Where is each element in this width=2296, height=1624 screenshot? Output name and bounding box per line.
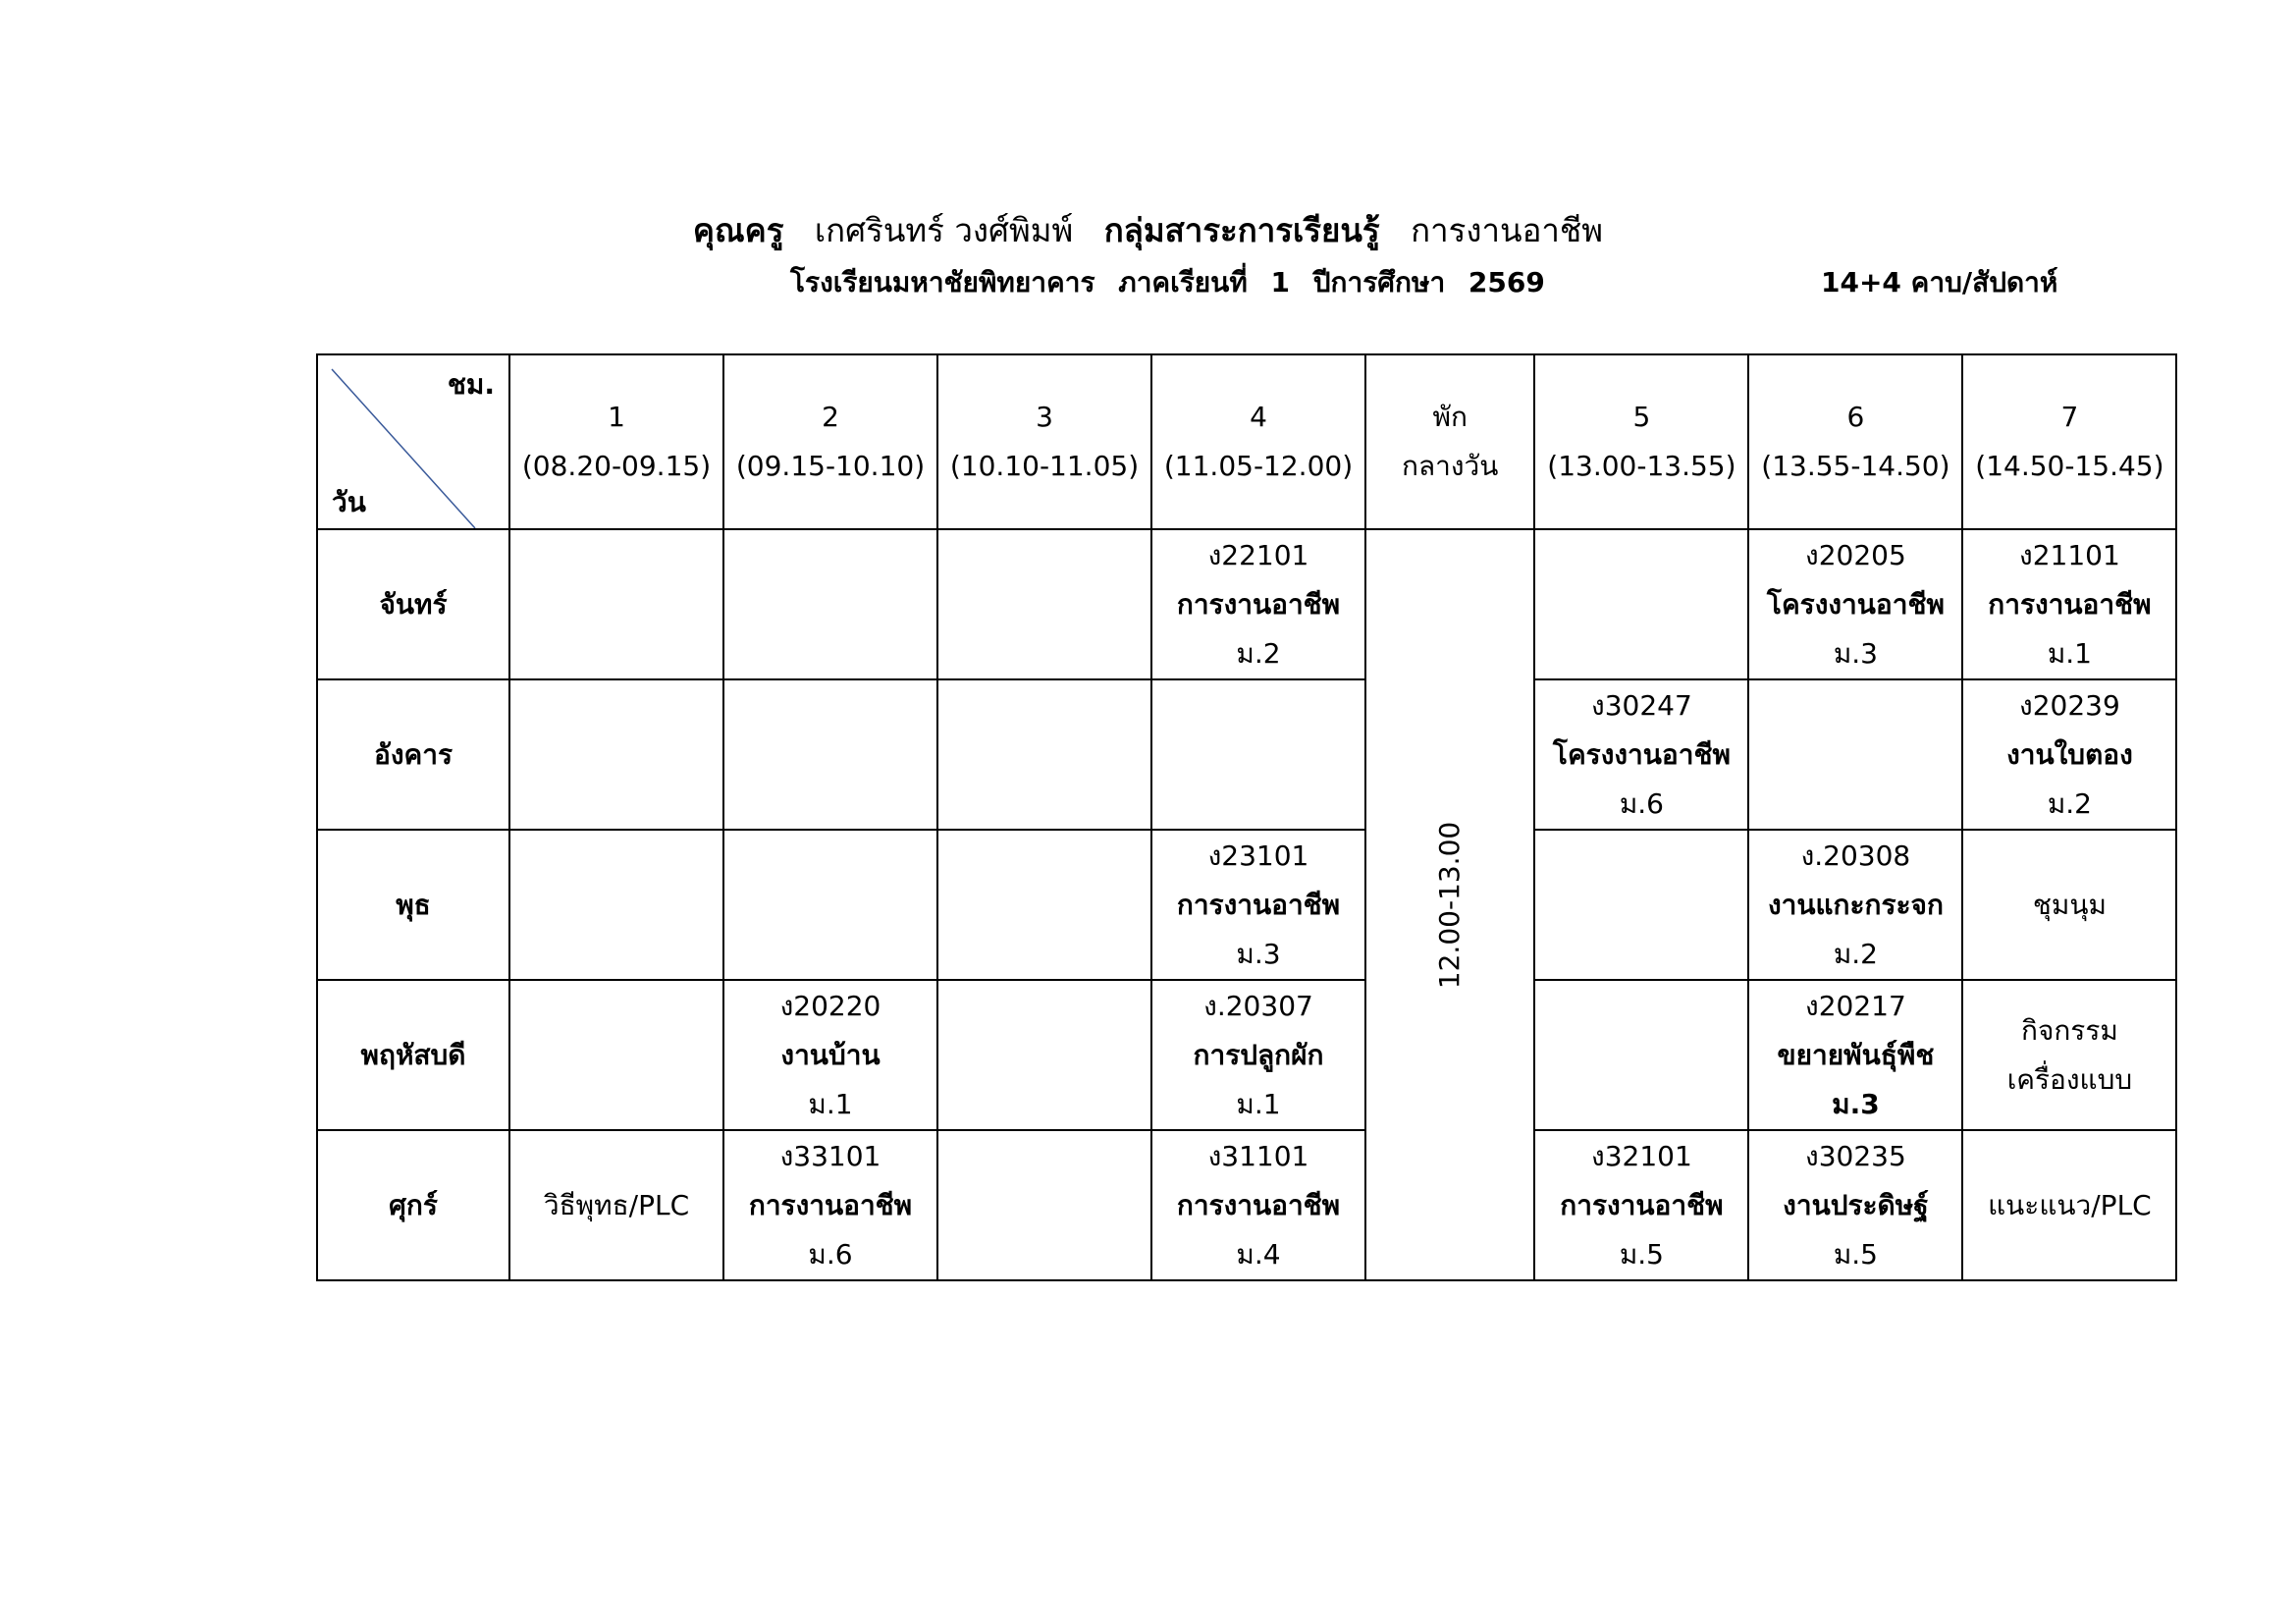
subject-code: ง32101 — [1591, 1139, 1692, 1172]
day-row — [317, 1130, 2176, 1280]
schedule-cell — [1962, 830, 2176, 980]
subject-name: การงานอาชีพ — [748, 1188, 913, 1221]
period-time: (09.15-10.10) — [735, 450, 926, 482]
period-header-1 — [509, 354, 723, 529]
period-number: 7 — [2060, 401, 2079, 433]
schedule-cell — [1534, 679, 1748, 830]
schedule-cell — [1962, 980, 2176, 1130]
schedule-cell — [723, 980, 937, 1130]
schedule-cell — [1748, 529, 1962, 679]
teacher-prefix: คุณครู — [692, 211, 784, 249]
subject-name: การงานอาชีพ — [1176, 587, 1341, 621]
period-time: (14.50-15.45) — [1975, 450, 2164, 482]
period-header-8 — [1962, 354, 2176, 529]
subject-name: การงานอาชีพ — [1176, 888, 1341, 921]
timetable-header-row — [317, 354, 2176, 529]
day-row — [317, 529, 2176, 679]
subject-name: โครงงานอาชีพ — [1766, 587, 1945, 621]
day-label: พฤหัสบดี — [317, 980, 509, 1130]
activity-text: วิธีพุทธ/PLC — [543, 1188, 690, 1221]
subject-code: ง20205 — [1805, 538, 1906, 571]
period-header-3 — [937, 354, 1151, 529]
period-header-4 — [1151, 354, 1365, 529]
class-level: ม.3 — [1236, 937, 1281, 970]
period-time: (13.55-14.50) — [1761, 450, 1950, 482]
subject-code: ง20239 — [2019, 688, 2120, 722]
year-label: ปีการศึกษา — [1312, 266, 1446, 298]
activity-text: แนะแนว/PLC — [1988, 1188, 2152, 1221]
class-level: ม.3 — [1833, 636, 1878, 670]
schedule-cell — [1534, 529, 1748, 679]
period-header-6 — [1534, 354, 1748, 529]
corner-cell — [317, 354, 509, 529]
schedule-cell — [723, 1130, 937, 1280]
class-level: ม.1 — [808, 1087, 853, 1120]
day-row — [317, 679, 2176, 830]
subject-name: งานบ้าน — [780, 1038, 881, 1071]
year-value: 2569 — [1468, 266, 1545, 298]
period-number: 2 — [822, 401, 839, 433]
subject-name: การงานอาชีพ — [1560, 1188, 1724, 1221]
activity-text-line2: เครื่องแบบ — [2006, 1062, 2133, 1096]
school-term-line — [790, 261, 1559, 304]
schedule-cell — [1151, 679, 1365, 830]
schedule-cell — [937, 529, 1151, 679]
subject-code: ง30235 — [1805, 1139, 1906, 1172]
activity-text: ชุมนุม — [2032, 888, 2107, 921]
period-time: (13.00-13.55) — [1547, 450, 1736, 482]
period-time: (11.05-12.00) — [1163, 450, 1354, 482]
term-label: ภาคเรียนที่ — [1118, 266, 1248, 298]
schedule-cell — [509, 980, 723, 1130]
day-label: อังคาร — [317, 679, 509, 830]
subject-name: งานประดิษฐ์ — [1783, 1188, 1929, 1221]
period-number: 5 — [1632, 401, 1651, 433]
class-level: ม.2 — [1236, 636, 1281, 670]
subject-code: ง.20308 — [1800, 839, 1911, 872]
schedule-cell — [1748, 679, 1962, 830]
class-level: ม.2 — [2047, 786, 2092, 820]
schedule-cell — [1151, 1130, 1365, 1280]
schedule-cell — [1534, 830, 1748, 980]
schedule-cell — [937, 830, 1151, 980]
class-level: ม.4 — [1236, 1237, 1281, 1271]
day-row — [317, 980, 2176, 1130]
schedule-cell — [937, 1130, 1151, 1280]
page-title — [0, 204, 2296, 256]
group-label: กลุ่มสาระการเรียนรู้ — [1103, 211, 1380, 249]
subject-code: ง22101 — [1207, 538, 1309, 571]
schedule-cell — [1748, 1130, 1962, 1280]
period-number: 3 — [1036, 401, 1053, 433]
schedule-cell — [937, 679, 1151, 830]
period-number: พัก — [1432, 401, 1468, 433]
subject-code: ง21101 — [2019, 538, 2120, 571]
timetable — [316, 353, 2177, 1281]
schedule-cell — [1962, 529, 2176, 679]
subject-name: การงานอาชีพ — [1988, 587, 2152, 621]
subject-code: ง31101 — [1207, 1139, 1309, 1172]
weekly-load: 14+4 คาบ/สัปดาห์ — [1821, 266, 2058, 298]
schedule-cell — [1534, 980, 1748, 1130]
class-level: ม.5 — [1619, 1237, 1664, 1271]
subject-code: ง33101 — [779, 1139, 881, 1172]
schedule-cell — [1748, 830, 1962, 980]
schedule-cell — [1151, 980, 1365, 1130]
subject-name: ขยายพันธุ์พืช — [1777, 1038, 1935, 1071]
subject-name: การงานอาชีพ — [1176, 1188, 1341, 1221]
period-number: 6 — [1846, 401, 1865, 433]
corner-hours-label: ชม. — [447, 368, 495, 401]
activity-text: กิจกรรม — [2020, 1013, 2118, 1047]
period-header-5 — [1365, 354, 1534, 529]
class-level: ม.3 — [1832, 1087, 1880, 1120]
day-row — [317, 830, 2176, 980]
schedule-cell — [1151, 529, 1365, 679]
period-header-7 — [1748, 354, 1962, 529]
subject-code: ง20220 — [779, 989, 881, 1022]
schedule-cell — [723, 830, 937, 980]
schedule-cell — [1748, 980, 1962, 1130]
subject-name: งานใบตอง — [2006, 737, 2133, 771]
schedule-cell — [1962, 1130, 2176, 1280]
period-time: (10.10-11.05) — [949, 450, 1140, 482]
class-level: ม.6 — [1619, 786, 1664, 820]
class-level: ม.1 — [2047, 636, 2092, 670]
subject-code: ง23101 — [1207, 839, 1309, 872]
school-name: โรงเรียนมหาชัยพิทยาคาร — [790, 266, 1095, 298]
class-level: ม.5 — [1833, 1237, 1878, 1271]
period-number: 1 — [608, 401, 625, 433]
schedule-cell — [723, 679, 937, 830]
period-number: 4 — [1250, 401, 1267, 433]
subject-code: ง20217 — [1805, 989, 1906, 1022]
lunch-break-time: 12.00-13.00 — [1433, 821, 1467, 989]
teacher-name: เกศรินทร์ วงศ์พิมพ์ — [814, 211, 1074, 249]
corner-day-label: วัน — [332, 486, 366, 518]
subject-name: โครงงานอาชีพ — [1552, 737, 1731, 771]
term-value: 1 — [1270, 266, 1291, 298]
schedule-cell — [509, 1130, 723, 1280]
period-header-2 — [723, 354, 937, 529]
class-level: ม.6 — [808, 1237, 853, 1271]
group-value: การงานอาชีพ — [1411, 211, 1604, 249]
schedule-cell — [509, 830, 723, 980]
class-level: ม.2 — [1833, 937, 1878, 970]
class-level: ม.1 — [1236, 1087, 1281, 1120]
subject-code: ง.20307 — [1203, 989, 1313, 1022]
schedule-cell — [1962, 679, 2176, 830]
schedule-cell — [937, 980, 1151, 1130]
schedule-cell — [723, 529, 937, 679]
schedule-cell — [509, 529, 723, 679]
lunch-break-cell — [1365, 529, 1534, 1280]
subject-name: การปลูกผัก — [1193, 1038, 1324, 1071]
subject-code: ง30247 — [1591, 688, 1692, 722]
period-time: (08.20-09.15) — [521, 450, 712, 482]
day-label: ศุกร์ — [317, 1130, 509, 1280]
period-time: กลางวัน — [1402, 450, 1499, 482]
schedule-cell — [1534, 1130, 1748, 1280]
day-label: จันทร์ — [317, 529, 509, 679]
day-label: พุธ — [317, 830, 509, 980]
subject-name: งานแกะกระจก — [1767, 888, 1944, 921]
schedule-cell — [1151, 830, 1365, 980]
schedule-cell — [509, 679, 723, 830]
